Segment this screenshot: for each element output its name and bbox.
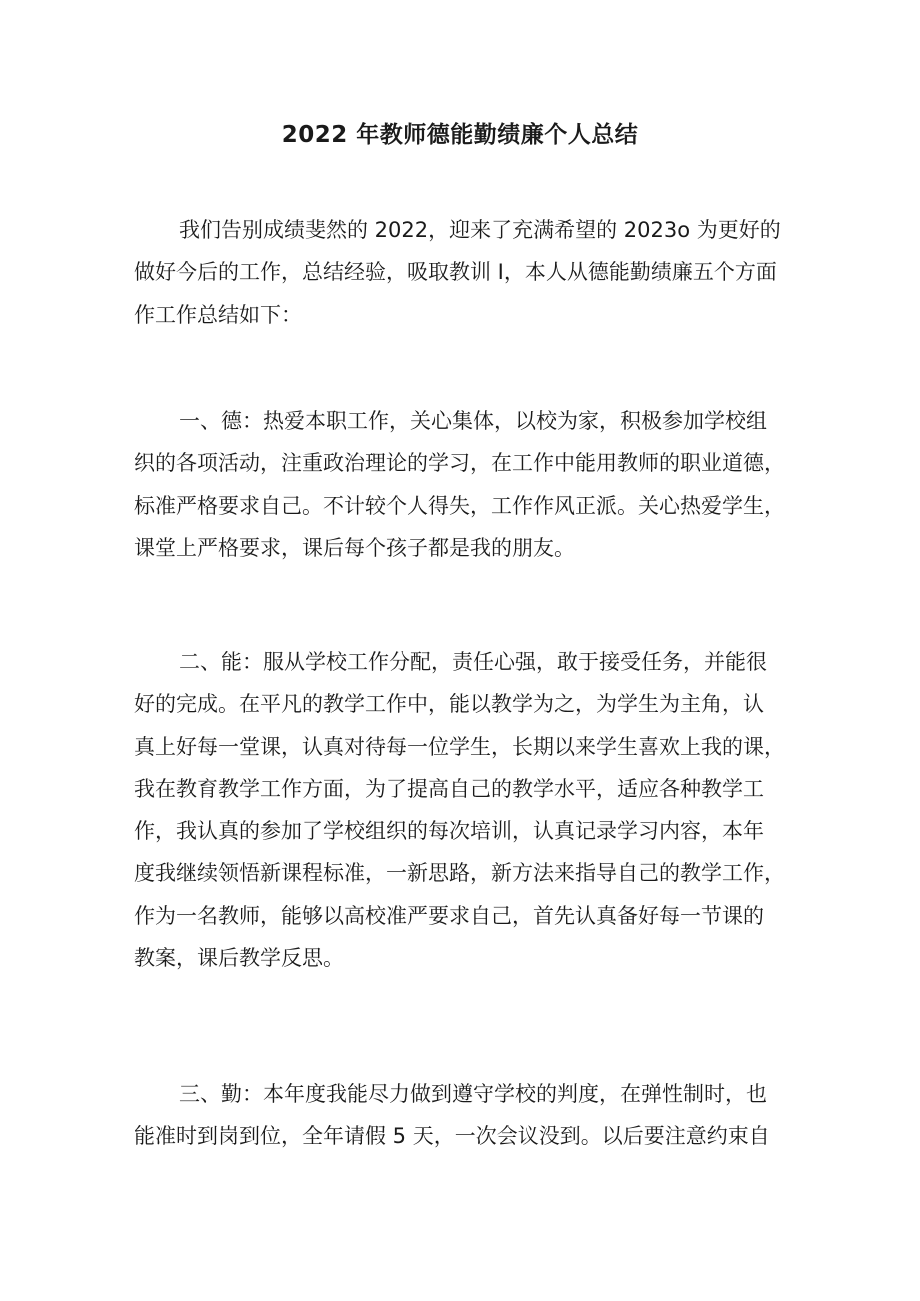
paragraph-line: 度我继续领悟新课程标准，一新思路，新方法来指导自己的教学工作，	[134, 861, 785, 886]
paragraph-line: 作工作总结如下：	[134, 302, 302, 327]
paragraph-line: 标准严格要求自己。不计较个人得失，工作作风正派。关心热爱学生，	[134, 493, 785, 518]
paragraph-line: 三、勤：本年度我能尽力做到遵守学校的判度，在弹性制时，也	[179, 1082, 767, 1106]
paragraph-line: 织的各项活动，注重政治理论的学习，在工作中能用教师的职业道德，	[134, 451, 785, 476]
paragraph-line: 能准时到岗到位，全年请假 5 天，一次会议没到。以后要注意约束自	[134, 1124, 770, 1149]
paragraph-qin	[134, 1073, 800, 1158]
paragraph-line: 好的完成。在平凡的教学工作中，能以教学为之，为学生为主角，认	[134, 692, 764, 717]
paragraph-line: 二、能：服从学校工作分配，责任心强，敢于接受任务，并能很	[179, 650, 767, 674]
paragraph-line: 我们告别成绩斐然的 2022，迎来了充满希望的 2023o 为更好的	[179, 218, 781, 242]
document-title: 2022 年教师德能勤绩廉个人总结	[281, 122, 639, 148]
paragraph-line: 我在教育教学工作方面，为了提高自己的教学水平，适应各种教学工	[134, 776, 764, 801]
paragraph-line: 做好今后的工作，总结经验，吸取教训 I，本人从德能勤绩廉五个方面	[134, 260, 777, 285]
paragraph-line: 作为一名教师，能够以高校准严要求自己，首先认真备好每一节课的	[134, 903, 764, 928]
paragraph-neng	[134, 641, 800, 979]
paragraph-line: 作，我认真的参加了学校组织的每次培训，认真记录学习内容，本年	[134, 819, 764, 844]
paragraph-line: 课堂上严格要求，课后每个孩子都是我的朋友。	[134, 535, 575, 560]
paragraph-line: 真上好每一堂课，认真对待每一位学生，长期以来学生喜欢上我的课，	[134, 734, 785, 759]
paragraph-line: 教案，课后教学反思。	[134, 946, 344, 971]
paragraph-line: 一、德：热爱本职工作，关心集体，以校为家，积极参加学校组	[179, 409, 767, 433]
paragraph-de	[134, 400, 800, 569]
paragraph-intro	[134, 209, 800, 336]
